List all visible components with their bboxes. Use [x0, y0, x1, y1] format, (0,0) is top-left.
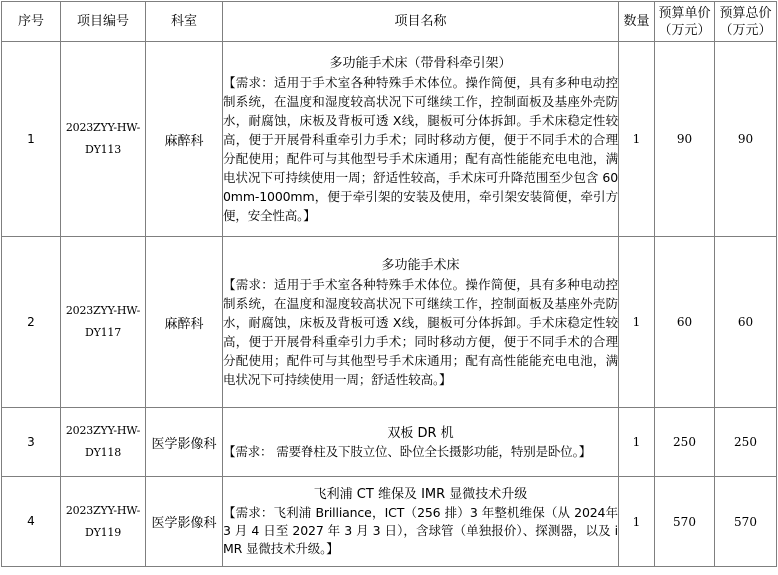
row-index: 1: [2, 42, 61, 237]
header-code: 项目编号: [61, 2, 146, 42]
row-unit-price: 60: [655, 237, 715, 408]
table-row: [2, 408, 777, 477]
row-quantity: 1: [619, 477, 655, 567]
header-department: 科室: [146, 2, 223, 42]
header-row: [2, 2, 777, 42]
row-index: 3: [2, 408, 61, 477]
row-total-price: 570: [715, 477, 777, 567]
header-index: 序号: [2, 2, 61, 42]
row-department: 医学影像科: [146, 477, 223, 567]
row-project: [223, 477, 619, 567]
header-unit-budget: 预算单价（万元）: [655, 2, 715, 42]
project-name: 多功能手术床: [381, 257, 460, 273]
header-total-budget: 预算总价（万元）: [715, 2, 777, 42]
row-code: 2023ZYY-HW-DY118: [61, 408, 146, 477]
row-quantity: 1: [619, 408, 655, 477]
row-index: 2: [2, 237, 61, 408]
row-department: 医学影像科: [146, 408, 223, 477]
row-unit-price: 90: [655, 42, 715, 237]
row-department: 麻醉科: [146, 42, 223, 237]
row-quantity: 1: [619, 42, 655, 237]
table-row: [2, 42, 777, 237]
header-name: 项目名称: [223, 2, 619, 42]
project-description: 【需求：适用于手术室各种特殊手术体位。操作简便，具有多种电动控制系统，在温度和湿度较高状况下可继续工作，控制面板及基座外壳防水，耐腐蚀，床板及背板可透 X线，腿板可分体拆卸。手术床稳定性较高，便于开展骨科重牵引力手术；同时移动方便，便于不同手术的合理分配使用；配件可与其他型号手术床通用；配有高性能能充电电池，满电状况下可持续使用一周；舒适性较高。】: [223, 276, 618, 387]
project-name: 飞利浦 CT 维保及 IMR 显微技术升级: [313, 487, 528, 502]
row-total-price: 250: [715, 408, 777, 477]
row-unit-price: 250: [655, 408, 715, 477]
row-code: 2023ZYY-HW-DY119: [61, 477, 146, 567]
row-code: 2023ZYY-HW-DY113: [61, 42, 146, 237]
table-row: [2, 477, 777, 567]
row-total-price: 60: [715, 237, 777, 408]
row-index: 4: [2, 477, 61, 567]
table-row: [2, 237, 777, 408]
row-department: 麻醉科: [146, 237, 223, 408]
row-project: [223, 237, 619, 408]
project-description: 【需求：飞利浦 Brilliance，ICT（256 排）3 年整机维保（从 2024年 3 月 4 日至 2027 年 3 月 3 日），含球管（单独报价）、探测器，以及 iMR 显微技术升级。】: [223, 505, 618, 556]
row-project: [223, 408, 619, 477]
row-unit-price: 570: [655, 477, 715, 567]
project-description: 【需求：适用于手术室各种特殊手术体位。操作简便，具有多种电动控制系统，在温度和湿度较高状况下可继续工作，控制面板及基座外壳防水，耐腐蚀，床板及背板可透 X线，腿板可分体拆卸。手术床稳定性较高，便于开展骨科重牵引力手术；同时移动方便，便于不同手术的合理分配使用；配件可与其他型号手术床通用；配有高性能能充电电池，满电状况下可持续使用一周；舒适性较高，手术床可升降范围至少包含 600mm-1000mm，便于牵引架的安装及使用，牵引架安装简便，牵引方便，安全性高。】: [223, 74, 618, 223]
header-quantity: 数量: [619, 2, 655, 42]
procurement-table: [1, 1, 777, 567]
project-name: 多功能手术床（带骨科牵引架）: [329, 55, 512, 71]
row-project: [223, 42, 619, 237]
row-quantity: 1: [619, 237, 655, 408]
row-total-price: 90: [715, 42, 777, 237]
row-code: 2023ZYY-HW-DY117: [61, 237, 146, 408]
project-description: 【需求： 需要脊柱及下肢立位、卧位全长摄影功能，特别是卧位。】: [223, 443, 592, 459]
project-name: 双板 DR 机: [387, 425, 454, 441]
